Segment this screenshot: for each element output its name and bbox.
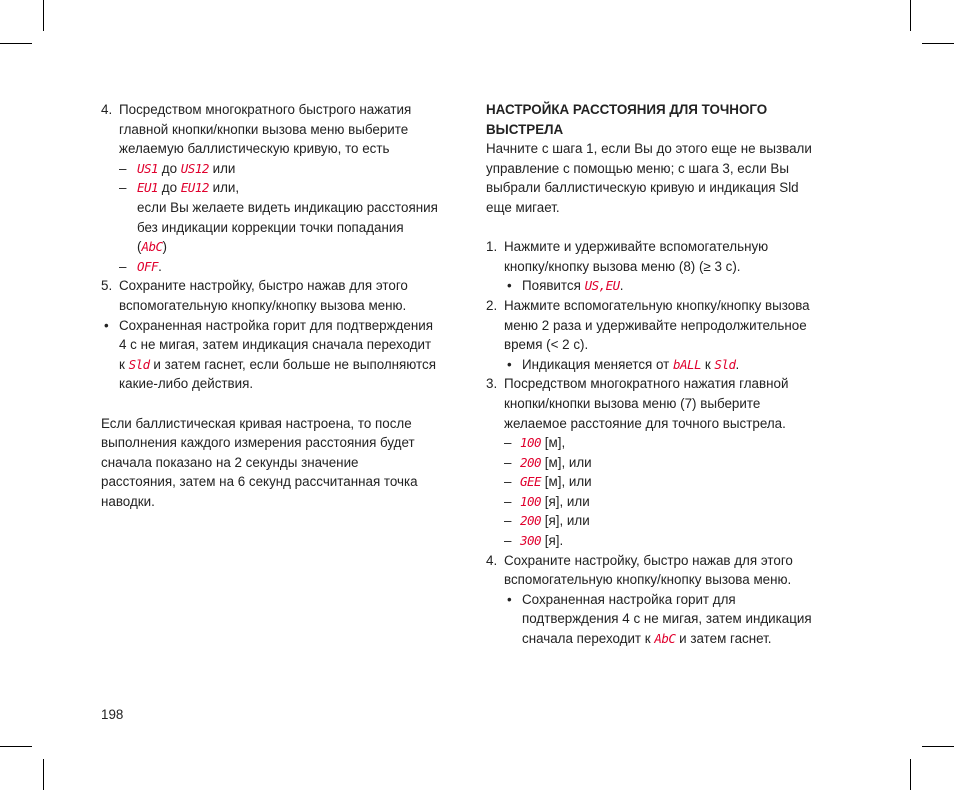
crop-mark-bottom-right-horizontal <box>922 746 954 747</box>
bullet-icon: • <box>104 317 109 333</box>
paragraph-ballistic-note: Если баллистическая кривая настроена, то после выполнения каждого измерения расстояния будет сначала показано на 2 секунды значение расстояния, затем на 6 секунд рассчитанная точка наводки. <box>101 415 418 509</box>
display-code-sld: Sld <box>714 356 736 372</box>
crop-mark-top-right-horizontal <box>922 43 954 44</box>
option-us-range: – US1 до US12 или <box>119 160 236 176</box>
distance-option: – 100 [м], <box>504 435 566 451</box>
option-eu-range: – EU1 до EU12 или, <box>119 180 240 196</box>
step-number: 1. <box>486 239 498 255</box>
distance-option: – 200 [м], или <box>504 454 592 470</box>
step-number: 4. <box>101 102 113 117</box>
crop-mark-top-right-vertical <box>910 0 911 31</box>
bullet-icon: • <box>507 356 512 372</box>
step-number: 5. <box>101 278 113 294</box>
option-off: – OFF. <box>119 258 162 274</box>
display-code-distance: 200 <box>520 454 542 470</box>
left-column: 4. Посредством многократного быстрого нажатия главной кнопки/кнопки вызова меню выберите желаемую баллистическую кривую, то есть – US1 до US12 или – EU1 до EU12 или, если Вы желаете видеть индикацию расстояния без индикации коррекции точки попадания (AbC) – OFF. 5. Сохраните настройку, быстро нажав для этого вспомогательную кнопку/кнопку вызова меню. • Сохраненная настройка горит для подтверждения 4 с не мигая, затем индикация сначала переходит к Sld и затем гаснет, если больше не выполняются какие-либо действия. Если баллистическая кривая настроена, то после выполнения каждого измерения расстояния будет сначала показано на 2 секунды значение расстояния, затем на 6 секунд рассчитанная точка наводки. <box>101 100 455 511</box>
step-number: 4. <box>486 552 498 568</box>
display-code-distance: 100 <box>520 493 542 509</box>
display-code-ball: bALL <box>673 356 702 372</box>
display-code-eu12: EU12 <box>180 180 209 196</box>
section-heading: НАСТРОЙКА РАССТОЯНИЯ ДЛЯ ТОЧНОГО ВЫСТРЕЛА <box>486 102 768 137</box>
bullet-icon: • <box>507 278 512 294</box>
crop-mark-top-left-horizontal <box>0 43 32 44</box>
intro-paragraph: Начните с шага 1, если Вы до этого еще не вызвали управление с помощью меню; с шага 3, если Вы выбрали баллистическую кривую и индикация Sld еще мигает. <box>486 141 812 215</box>
crop-mark-bottom-left-horizontal <box>0 746 32 747</box>
step-1-hold-button: 1. Нажмите и удерживайте вспомогательную кнопку/кнопку вызова меню (8) (≥ 3 с). • Появится US,EU. <box>486 237 842 296</box>
display-code-eu1: EU1 <box>137 180 159 196</box>
distance-option: – 100 [я], или <box>504 493 590 509</box>
display-code-distance: 200 <box>520 513 542 529</box>
crop-mark-top-left-vertical <box>43 0 44 31</box>
display-code-distance: GEE <box>520 474 542 490</box>
display-code-off: OFF <box>137 258 159 274</box>
distance-option: – 200 [я], или <box>504 513 590 529</box>
display-code-abc: AbC <box>654 631 676 647</box>
page-number: 198 <box>101 707 124 722</box>
display-code-us-eu: US,EU <box>584 278 620 294</box>
display-code-distance: 100 <box>520 435 542 451</box>
crop-mark-bottom-left-vertical <box>43 759 44 790</box>
distance-option: – GEE [м], или <box>504 474 592 490</box>
step-number: 2. <box>486 297 498 313</box>
display-code-distance: 300 <box>520 533 542 549</box>
crop-mark-bottom-right-vertical <box>910 759 911 790</box>
step-4-save: 4. Сохраните настройку, быстро нажав для этого вспомогательную кнопку/кнопку вызова меню. • Сохраненная настройка горит для подтверждения 4 с не мигая, затем индикация сначала переходит к AbC и затем гаснет. <box>486 552 812 647</box>
display-code-us12: US12 <box>180 160 209 176</box>
display-code-sld: Sld <box>128 356 150 372</box>
step-2-press-twice: 2. Нажмите вспомогательную кнопку/кнопку вызова меню 2 раза и удерживайте непродолжительное время (< 2 с). • Индикация меняется от bALL к Sld. <box>486 296 842 374</box>
bullet-icon: • <box>507 591 512 607</box>
right-column <box>486 100 842 649</box>
step-4-ballistic-curve: 4. Посредством многократного быстрого нажатия главной кнопки/кнопки вызова меню выберите желаемую баллистическую кривую, то есть <box>101 102 412 157</box>
bullet-confirmation: • Сохраненная настройка горит для подтверждения 4 с не мигая, затем индикация сначала переходит к Sld и затем гаснет, если больше не выполняются какие-либо действия. <box>104 317 436 392</box>
step-5-save: 5. Сохраните настройку, быстро нажав для этого вспомогательную кнопку/кнопку вызова меню. <box>101 278 408 313</box>
distance-option: – 300 [я]. <box>504 533 564 549</box>
step-number: 3. <box>486 376 498 392</box>
display-code-us1: US1 <box>137 160 159 176</box>
step-3-select-distance: 3. Посредством многократного нажатия главной кнопки/кнопки вызова меню (7) выберите желаемое расстояние для точного выстрела. – 100 [м], – 200 [м], или – GEE [м], или – 100 [я], или – 200 [я], или – 300 [я]. <box>486 374 842 550</box>
display-code-abc: AbC <box>141 239 163 255</box>
